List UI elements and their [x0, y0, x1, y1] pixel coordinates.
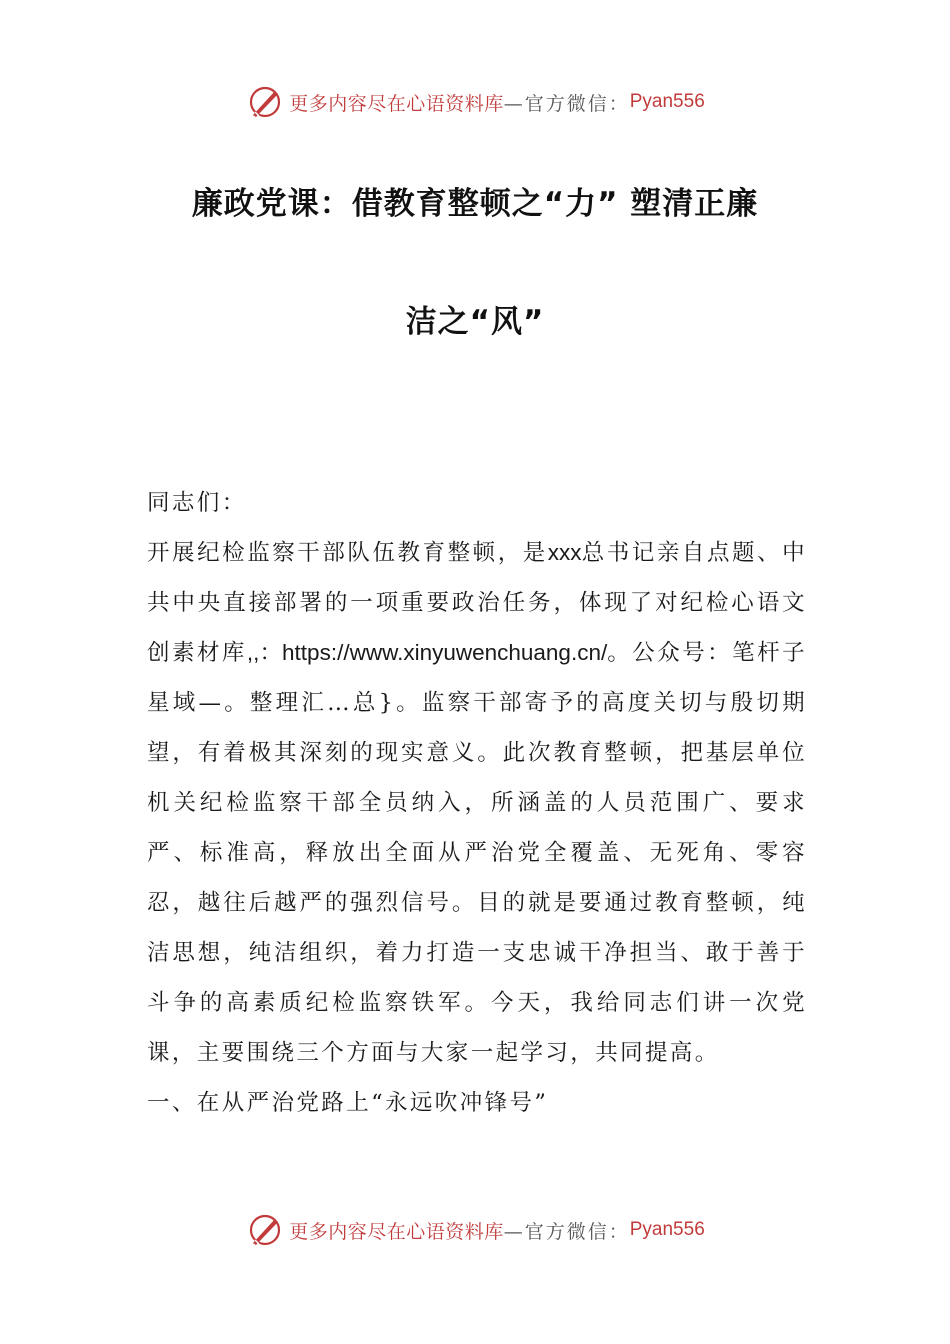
paragraph-intro-seg3: 总书记亲自点题、中共中央直接部署的一项重要政治任务，体现了对纪检心语文创素材库: [147, 540, 807, 666]
quill-pen-logo-icon: [245, 82, 285, 122]
salutation: 同志们：: [147, 490, 247, 516]
document-title-line2: 洁之“风”: [405, 304, 545, 340]
paragraph-intro-url: ,,：https://www.xinyuwenchuang.cn/: [246, 640, 608, 665]
banner-site-text: 更多内容尽在心语资料库: [289, 92, 504, 115]
document-title-line1: 廉政党课：借教育整顿之“力” 塑清正廉: [191, 186, 759, 222]
paragraph-intro-seg1: 开展纪检监察干部队伍教育整顿，是: [147, 540, 548, 566]
banner-wechat-label: —官方微信：: [503, 1220, 630, 1243]
banner-wechat-id: Pyan556: [629, 91, 705, 112]
header-banner: [0, 80, 950, 124]
banner-wechat-id: Pyan556: [629, 1219, 705, 1240]
section-heading: 一、在从严治党路上“永远吹冲锋号”: [147, 1090, 549, 1116]
quill-pen-logo-icon: [245, 1210, 285, 1250]
paragraph-intro: [147, 528, 807, 1078]
document-body: [147, 478, 807, 1128]
footer-banner: [0, 1208, 950, 1252]
paragraph-intro-seg5: 。公众号：笔杆子星域—。整理汇…总}。监察干部寄予的高度关切与殷切期望，有着极其深刻的现实意义。此次教育整顿，把基层单位机关纪检监察干部全员纳入，所涵盖的人员范围广、要求严、标准高，释放出全面从严治党全覆盖、无死角、零容忍，越往后越严的强烈信号。目的就是要通过教育整顿，纯洁思想，纯洁组织，着力打造一支忠诚干净担当、敢于善于斗争的高素质纪检监察铁军。今天，我给同志们讲一次党课，主要围绕三个方面与大家一起学习，共同提高。: [147, 640, 807, 1066]
banner-site-text: 更多内容尽在心语资料库: [289, 1220, 504, 1243]
banner-wechat-label: —官方微信：: [503, 92, 630, 115]
paragraph-intro-seg2: xxx: [547, 540, 582, 565]
